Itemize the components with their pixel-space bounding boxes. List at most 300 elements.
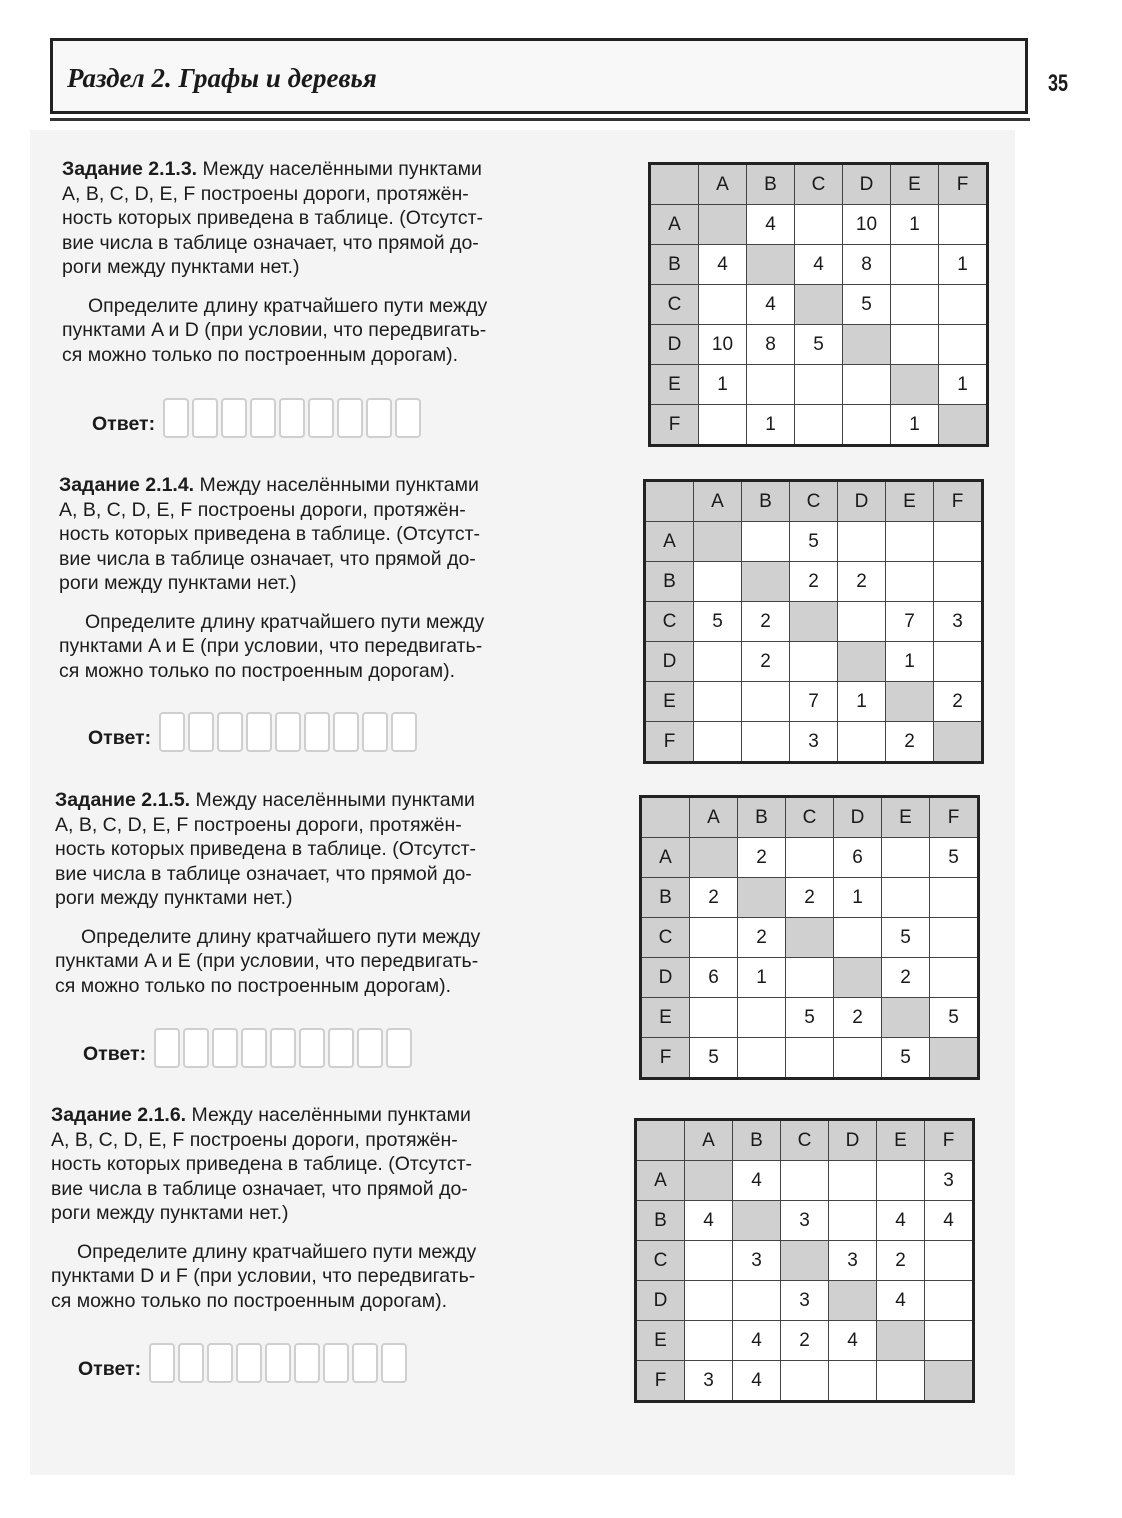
column-header: B bbox=[747, 164, 795, 205]
distance-cell bbox=[685, 1281, 733, 1321]
distance-cell bbox=[843, 365, 891, 405]
diagonal-cell bbox=[891, 365, 939, 405]
distance-cell bbox=[694, 682, 742, 722]
distance-cell bbox=[699, 405, 747, 446]
task-line: вие числа в таблице означает, что прямой до- bbox=[55, 862, 472, 885]
answer-cell[interactable] bbox=[333, 712, 359, 752]
question-line: ся можно только по построенным дорогам). bbox=[59, 659, 456, 682]
distance-table bbox=[639, 795, 980, 1080]
table-corner-cell bbox=[650, 164, 699, 205]
table-row bbox=[641, 1038, 979, 1079]
column-header: A bbox=[690, 797, 738, 838]
header-rule bbox=[50, 118, 1030, 121]
distance-cell bbox=[786, 1038, 834, 1079]
diagonal-cell bbox=[934, 722, 983, 763]
distance-cell: 5 bbox=[882, 918, 930, 958]
task-line: ность которых приведена в таблице. (Отсутст- bbox=[59, 523, 481, 545]
distance-cell: 2 bbox=[742, 642, 790, 682]
distance-cell: 2 bbox=[934, 682, 983, 722]
diagonal-cell bbox=[829, 1281, 877, 1321]
distance-cell: 2 bbox=[738, 838, 786, 878]
distance-cell bbox=[838, 522, 886, 562]
column-header: D bbox=[843, 164, 891, 205]
column-header: F bbox=[925, 1120, 974, 1161]
answer-cell[interactable] bbox=[294, 1343, 320, 1383]
distance-cell bbox=[786, 838, 834, 878]
table-row bbox=[636, 1241, 974, 1281]
row-header: A bbox=[650, 205, 699, 245]
answer-cell[interactable] bbox=[149, 1343, 175, 1383]
distance-cell bbox=[733, 1281, 781, 1321]
task-question bbox=[62, 294, 622, 368]
table-row bbox=[641, 878, 979, 918]
distance-cell bbox=[838, 602, 886, 642]
table-row bbox=[636, 1161, 974, 1201]
column-header: A bbox=[685, 1120, 733, 1161]
distance-cell bbox=[838, 722, 886, 763]
distance-cell bbox=[747, 365, 795, 405]
distance-cell: 4 bbox=[699, 245, 747, 285]
column-header: E bbox=[891, 164, 939, 205]
task-title: Задание 2.1.4. bbox=[59, 474, 195, 496]
distance-cell bbox=[829, 1201, 877, 1241]
distance-cell bbox=[834, 918, 882, 958]
answer-cell[interactable] bbox=[323, 1343, 349, 1383]
distance-cell bbox=[843, 405, 891, 446]
distance-cell: 5 bbox=[786, 998, 834, 1038]
distance-cell: 10 bbox=[843, 205, 891, 245]
distance-cell: 1 bbox=[891, 205, 939, 245]
answer-cell[interactable] bbox=[366, 398, 392, 438]
question-line: Определите длину кратчайшего пути между bbox=[85, 610, 485, 633]
task-statement bbox=[55, 788, 615, 911]
row-header: B bbox=[645, 562, 694, 602]
diagonal-cell bbox=[925, 1361, 974, 1402]
distance-cell: 8 bbox=[747, 325, 795, 365]
distance-cell bbox=[877, 1161, 925, 1201]
distance-cell: 1 bbox=[738, 958, 786, 998]
distance-cell: 5 bbox=[790, 522, 838, 562]
row-header: C bbox=[650, 285, 699, 325]
task-block bbox=[59, 473, 619, 683]
answer-cell[interactable] bbox=[192, 398, 218, 438]
question-line: ся можно только по построенным дорогам). bbox=[62, 343, 459, 366]
row-header: D bbox=[645, 642, 694, 682]
question-line: пунктами A и E (при условии, что передвигать- bbox=[55, 950, 479, 972]
answer-cell[interactable] bbox=[241, 1028, 267, 1068]
answer-cell[interactable] bbox=[391, 712, 417, 752]
distance-cell bbox=[891, 325, 939, 365]
table-row bbox=[641, 998, 979, 1038]
row-header: C bbox=[645, 602, 694, 642]
task-line: A, B, C, D, E, F построены дороги, протяжён- bbox=[51, 1128, 458, 1151]
distance-cell bbox=[939, 285, 988, 325]
diagonal-cell bbox=[742, 562, 790, 602]
distance-cell: 1 bbox=[939, 245, 988, 285]
task-title: Задание 2.1.5. bbox=[55, 789, 191, 811]
distance-cell bbox=[690, 998, 738, 1038]
answer-cell[interactable] bbox=[270, 1028, 296, 1068]
table-header-row bbox=[650, 164, 988, 205]
distance-cell bbox=[882, 878, 930, 918]
distance-cell bbox=[742, 522, 790, 562]
distance-cell bbox=[891, 245, 939, 285]
question-line: Определите длину кратчайшего пути между bbox=[81, 925, 481, 948]
distance-cell: 4 bbox=[733, 1161, 781, 1201]
table-row bbox=[645, 642, 983, 682]
task-line: ность которых приведена в таблице. (Отсутст- bbox=[62, 207, 484, 229]
row-header: A bbox=[641, 838, 690, 878]
column-header: F bbox=[934, 481, 983, 522]
table-row bbox=[636, 1201, 974, 1241]
table-row bbox=[636, 1361, 974, 1402]
diagonal-cell bbox=[747, 245, 795, 285]
diagonal-cell bbox=[733, 1201, 781, 1241]
task-line: Между населёнными пунктами bbox=[202, 158, 482, 180]
row-header: E bbox=[641, 998, 690, 1038]
distance-cell bbox=[781, 1361, 829, 1402]
diagonal-cell bbox=[685, 1161, 733, 1201]
distance-cell: 5 bbox=[882, 1038, 930, 1079]
distance-cell bbox=[882, 838, 930, 878]
column-header: D bbox=[834, 797, 882, 838]
row-header: F bbox=[650, 405, 699, 446]
distance-cell bbox=[834, 1038, 882, 1079]
answer-cell[interactable] bbox=[183, 1028, 209, 1068]
distance-cell: 4 bbox=[747, 205, 795, 245]
task-question bbox=[51, 1240, 611, 1314]
task-line: роги между пунктами нет.) bbox=[62, 256, 300, 278]
task-block bbox=[55, 788, 615, 998]
column-header: D bbox=[838, 481, 886, 522]
table-corner-cell bbox=[645, 481, 694, 522]
distance-cell bbox=[795, 405, 843, 446]
distance-cell bbox=[694, 642, 742, 682]
distance-cell: 2 bbox=[877, 1241, 925, 1281]
answer-cell[interactable] bbox=[362, 712, 388, 752]
table-row bbox=[645, 602, 983, 642]
column-header: A bbox=[694, 481, 742, 522]
diagonal-cell bbox=[886, 682, 934, 722]
distance-cell: 5 bbox=[795, 325, 843, 365]
row-header: D bbox=[650, 325, 699, 365]
distance-cell bbox=[685, 1321, 733, 1361]
distance-cell bbox=[925, 1281, 974, 1321]
column-header: F bbox=[930, 797, 979, 838]
distance-cell: 5 bbox=[690, 1038, 738, 1079]
task-line: вие числа в таблице означает, что прямой до- bbox=[62, 231, 479, 254]
row-header: B bbox=[636, 1201, 685, 1241]
distance-cell: 4 bbox=[733, 1361, 781, 1402]
distance-cell bbox=[891, 285, 939, 325]
distance-cell: 2 bbox=[738, 918, 786, 958]
table-corner-cell bbox=[641, 797, 690, 838]
distance-cell: 10 bbox=[699, 325, 747, 365]
distance-cell bbox=[934, 522, 983, 562]
column-header: E bbox=[877, 1120, 925, 1161]
table-row bbox=[645, 722, 983, 763]
distance-cell bbox=[829, 1361, 877, 1402]
row-header: F bbox=[641, 1038, 690, 1079]
distance-cell bbox=[795, 205, 843, 245]
distance-cell: 4 bbox=[877, 1281, 925, 1321]
page-number: 35 bbox=[1048, 70, 1069, 97]
question-line: пунктами A и D (при условии, что передвигать- bbox=[62, 319, 487, 341]
column-header: B bbox=[742, 481, 790, 522]
answer-label: Ответ: bbox=[78, 1358, 142, 1380]
answer-cell[interactable] bbox=[212, 1028, 238, 1068]
row-header: A bbox=[636, 1161, 685, 1201]
question-line: пунктами D и F (при условии, что передвигать- bbox=[51, 1265, 476, 1287]
column-header: E bbox=[882, 797, 930, 838]
distance-cell bbox=[886, 522, 934, 562]
distance-cell: 2 bbox=[690, 878, 738, 918]
table-header-row bbox=[636, 1120, 974, 1161]
answer-cell[interactable] bbox=[352, 1343, 378, 1383]
column-header: F bbox=[939, 164, 988, 205]
answer-label: Ответ: bbox=[83, 1043, 147, 1065]
table-row bbox=[650, 325, 988, 365]
table-corner-cell bbox=[636, 1120, 685, 1161]
question-line: ся можно только по построенным дорогам). bbox=[55, 974, 452, 997]
answer-input[interactable] bbox=[163, 398, 424, 438]
answer-label: Ответ: bbox=[88, 727, 152, 749]
answer-cell[interactable] bbox=[395, 398, 421, 438]
answer-row bbox=[83, 1028, 415, 1068]
diagonal-cell bbox=[790, 602, 838, 642]
answer-cell[interactable] bbox=[265, 1343, 291, 1383]
row-header: D bbox=[641, 958, 690, 998]
diagonal-cell bbox=[838, 642, 886, 682]
task-line: ность которых приведена в таблице. (Отсутст- bbox=[55, 838, 477, 860]
answer-cell[interactable] bbox=[275, 712, 301, 752]
distance-cell: 1 bbox=[939, 365, 988, 405]
distance-cell bbox=[738, 998, 786, 1038]
distance-cell: 3 bbox=[781, 1201, 829, 1241]
distance-cell: 1 bbox=[891, 405, 939, 446]
task-line: A, B, C, D, E, F построены дороги, протяжён- bbox=[55, 813, 462, 836]
distance-cell: 2 bbox=[882, 958, 930, 998]
answer-cell[interactable] bbox=[236, 1343, 262, 1383]
answer-cell[interactable] bbox=[207, 1343, 233, 1383]
distance-cell bbox=[781, 1161, 829, 1201]
diagonal-cell bbox=[781, 1241, 829, 1281]
task-line: A, B, C, D, E, F построены дороги, протяжён- bbox=[59, 498, 466, 521]
distance-cell: 4 bbox=[925, 1201, 974, 1241]
answer-cell[interactable] bbox=[163, 398, 189, 438]
distance-cell: 3 bbox=[733, 1241, 781, 1281]
row-header: C bbox=[636, 1241, 685, 1281]
distance-cell: 2 bbox=[790, 562, 838, 602]
answer-cell[interactable] bbox=[386, 1028, 412, 1068]
distance-cell: 6 bbox=[690, 958, 738, 998]
distance-cell bbox=[786, 958, 834, 998]
row-header: D bbox=[636, 1281, 685, 1321]
diagonal-cell bbox=[882, 998, 930, 1038]
distance-cell: 5 bbox=[930, 838, 979, 878]
task-question bbox=[55, 925, 615, 999]
task-block bbox=[51, 1103, 611, 1313]
section-header bbox=[50, 38, 1028, 114]
task-line: ность которых приведена в таблице. (Отсутст- bbox=[51, 1153, 473, 1175]
task-line: вие числа в таблице означает, что прямой до- bbox=[51, 1177, 468, 1200]
answer-row bbox=[88, 712, 420, 752]
distance-cell: 7 bbox=[886, 602, 934, 642]
distance-cell bbox=[694, 562, 742, 602]
diagonal-cell bbox=[877, 1321, 925, 1361]
distance-cell bbox=[925, 1321, 974, 1361]
distance-table bbox=[648, 162, 989, 447]
distance-cell: 3 bbox=[934, 602, 983, 642]
distance-cell bbox=[930, 918, 979, 958]
answer-cell[interactable] bbox=[178, 1343, 204, 1383]
task-line: A, B, C, D, E, F построены дороги, протяжён- bbox=[62, 182, 469, 205]
answer-cell[interactable] bbox=[299, 1028, 325, 1068]
table-row bbox=[650, 285, 988, 325]
table-header-row bbox=[641, 797, 979, 838]
distance-cell: 1 bbox=[838, 682, 886, 722]
table-row bbox=[650, 205, 988, 245]
distance-cell: 5 bbox=[843, 285, 891, 325]
answer-input[interactable] bbox=[149, 1343, 410, 1383]
answer-cell[interactable] bbox=[159, 712, 185, 752]
distance-cell: 3 bbox=[685, 1361, 733, 1402]
question-line: ся можно только по построенным дорогам). bbox=[51, 1289, 448, 1312]
table-row bbox=[641, 918, 979, 958]
question-line: пунктами A и E (при условии, что передвигать- bbox=[59, 635, 483, 657]
distance-cell bbox=[829, 1161, 877, 1201]
task-line: Между населёнными пунктами bbox=[195, 789, 475, 811]
answer-cell[interactable] bbox=[221, 398, 247, 438]
table-row bbox=[650, 365, 988, 405]
distance-cell bbox=[699, 285, 747, 325]
answer-cell[interactable] bbox=[337, 398, 363, 438]
column-header: C bbox=[786, 797, 834, 838]
diagonal-cell bbox=[699, 205, 747, 245]
distance-cell bbox=[685, 1241, 733, 1281]
task-line: роги между пунктами нет.) bbox=[51, 1202, 289, 1224]
table-row bbox=[645, 522, 983, 562]
question-line: Определите длину кратчайшего пути между bbox=[77, 1240, 477, 1263]
task-line: роги между пунктами нет.) bbox=[59, 572, 297, 594]
diagonal-cell bbox=[690, 838, 738, 878]
task-title: Задание 2.1.6. bbox=[51, 1104, 187, 1126]
distance-cell: 4 bbox=[795, 245, 843, 285]
answer-cell[interactable] bbox=[154, 1028, 180, 1068]
diagonal-cell bbox=[738, 878, 786, 918]
answer-cell[interactable] bbox=[328, 1028, 354, 1068]
distance-cell bbox=[939, 205, 988, 245]
distance-cell bbox=[925, 1241, 974, 1281]
distance-cell: 2 bbox=[742, 602, 790, 642]
row-header: F bbox=[645, 722, 694, 763]
answer-cell[interactable] bbox=[188, 712, 214, 752]
answer-row bbox=[92, 398, 424, 438]
table-row bbox=[641, 958, 979, 998]
diagonal-cell bbox=[786, 918, 834, 958]
row-header: A bbox=[645, 522, 694, 562]
distance-cell: 2 bbox=[838, 562, 886, 602]
distance-cell: 1 bbox=[886, 642, 934, 682]
distance-cell: 6 bbox=[834, 838, 882, 878]
distance-cell bbox=[877, 1361, 925, 1402]
column-header: C bbox=[781, 1120, 829, 1161]
diagonal-cell bbox=[939, 405, 988, 446]
diagonal-cell bbox=[834, 958, 882, 998]
task-statement bbox=[51, 1103, 611, 1226]
answer-cell[interactable] bbox=[304, 712, 330, 752]
distance-cell: 2 bbox=[886, 722, 934, 763]
table-row bbox=[645, 562, 983, 602]
row-header: E bbox=[650, 365, 699, 405]
task-block bbox=[62, 157, 622, 367]
table-header-row bbox=[645, 481, 983, 522]
answer-input[interactable] bbox=[154, 1028, 415, 1068]
distance-cell bbox=[742, 682, 790, 722]
column-header: D bbox=[829, 1120, 877, 1161]
diagonal-cell bbox=[930, 1038, 979, 1079]
column-header: C bbox=[790, 481, 838, 522]
distance-cell: 1 bbox=[747, 405, 795, 446]
distance-cell: 5 bbox=[930, 998, 979, 1038]
task-line: роги между пунктами нет.) bbox=[55, 887, 293, 909]
table-row bbox=[636, 1321, 974, 1361]
answer-cell[interactable] bbox=[217, 712, 243, 752]
distance-cell: 2 bbox=[786, 878, 834, 918]
row-header: C bbox=[641, 918, 690, 958]
answer-cell[interactable] bbox=[250, 398, 276, 438]
table-row bbox=[636, 1281, 974, 1321]
answer-row bbox=[78, 1343, 410, 1383]
diagonal-cell bbox=[694, 522, 742, 562]
distance-cell bbox=[934, 642, 983, 682]
task-question bbox=[59, 610, 619, 684]
answer-input[interactable] bbox=[159, 712, 420, 752]
distance-cell: 8 bbox=[843, 245, 891, 285]
diagonal-cell bbox=[795, 285, 843, 325]
distance-cell: 3 bbox=[790, 722, 838, 763]
distance-cell bbox=[694, 722, 742, 763]
task-statement bbox=[62, 157, 622, 280]
distance-cell bbox=[790, 642, 838, 682]
answer-cell[interactable] bbox=[279, 398, 305, 438]
distance-cell bbox=[930, 878, 979, 918]
table-row bbox=[650, 405, 988, 446]
table-row bbox=[641, 838, 979, 878]
distance-table bbox=[643, 479, 984, 764]
distance-cell bbox=[934, 562, 983, 602]
distance-cell: 4 bbox=[685, 1201, 733, 1241]
distance-cell: 4 bbox=[733, 1321, 781, 1361]
answer-cell[interactable] bbox=[246, 712, 272, 752]
answer-cell[interactable] bbox=[357, 1028, 383, 1068]
row-header: E bbox=[636, 1321, 685, 1361]
distance-cell: 4 bbox=[829, 1321, 877, 1361]
distance-cell bbox=[930, 958, 979, 998]
row-header: B bbox=[650, 245, 699, 285]
distance-cell: 4 bbox=[877, 1201, 925, 1241]
row-header: F bbox=[636, 1361, 685, 1402]
row-header: B bbox=[641, 878, 690, 918]
distance-cell: 5 bbox=[694, 602, 742, 642]
distance-cell: 3 bbox=[925, 1161, 974, 1201]
answer-label: Ответ: bbox=[92, 413, 156, 435]
answer-cell[interactable] bbox=[381, 1343, 407, 1383]
distance-cell bbox=[742, 722, 790, 763]
distance-cell: 3 bbox=[781, 1281, 829, 1321]
answer-cell[interactable] bbox=[308, 398, 334, 438]
column-header: B bbox=[738, 797, 786, 838]
